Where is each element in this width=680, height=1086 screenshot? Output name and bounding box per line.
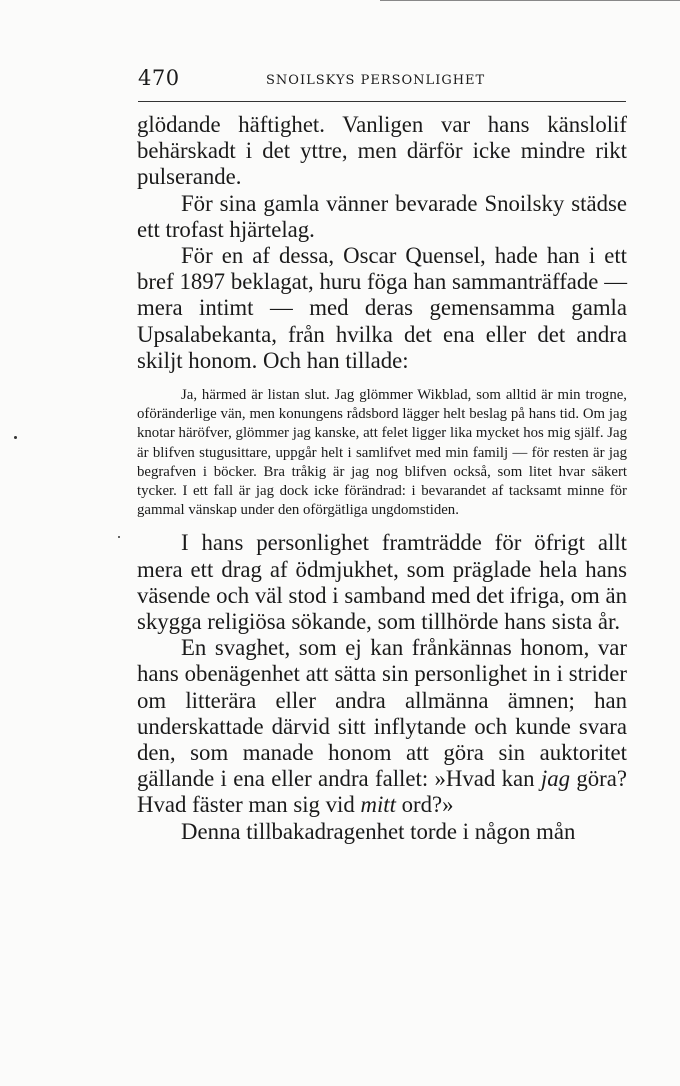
paragraph-5-end: ord?» [395,792,454,818]
paragraph-5-mid: göra? Hvad fäster man sig vid [137,766,627,818]
body-text [137,112,627,845]
paragraph-5-start: En svaghet, som ej kan frånkännas honom, var hans obenägenhet att sätta sin personlighet in i strider om litterära eller andra allmänna ämnen; han underskattade därvid sitt inflytande och kunde svara den, som manade honom att göra sin auktoritet gällande i ena eller andra fallet: »Hvad kan [137,635,627,792]
header-rule [138,101,626,102]
paragraph-1: glödande häftighet. Vanligen var hans känslolif behärskadt i det yttre, men därför icke mindre rikt pulserande. [137,112,627,190]
scan-edge-line [380,0,680,1]
block-quote: Ja, härmed är listan slut. Jag glömmer Wikblad, som alltid är min trogne, oföränderlige vän, men konungens rådsbord lägger helt beslag på hans tid. Om jag knotar häröfver, glömmer jag kanske, att felet ligger lika mycket hos mig själf. Jag är blifven stugusittare, uppgår helt i samlifvet med min familj — för resten är jag begrafven i böcker. Bra tråkig är jag nog blifven också, som litet hvar säkert tycker. I ett fall är jag dock icke förändrad: i bevarandet af tacksamt minne för gammal vänskap under den oförgätliga ungdomstiden. [137,387,627,519]
emphasis-mitt: mitt [360,792,396,818]
paragraph-6: Denna tillbakadragenhet torde i någon mån [181,818,576,844]
page-header [138,66,628,96]
paragraph-4: I hans personlighet framträdde för öfrigt allt mera ett drag af ödmjukhet, som präglade hela hans väsende och väl stod i samband med det ifriga, om än skygga religiösa sökande, som tillhörde hans sista år. [137,530,627,635]
margin-speck [118,536,120,538]
emphasis-jag: jag [540,766,571,792]
page-number: 470 [138,66,180,90]
running-title: SNOILSKYS PERSONLIGHET [266,73,486,88]
paragraph-5 [137,635,627,818]
paragraph-2: För sina gamla vänner bevarade Snoilsky städse ett trofast hjärtelag. [137,190,627,242]
margin-speck [14,436,17,439]
paragraph-3: För en af dessa, Oscar Quensel, hade han i ett bref 1897 beklagat, huru föga han sammanträffade — mera intimt — med deras gemensamma gamla Upsalabekanta, från hvilka det ena eller det andra skiljt honom. Och han tillade: [137,243,627,373]
